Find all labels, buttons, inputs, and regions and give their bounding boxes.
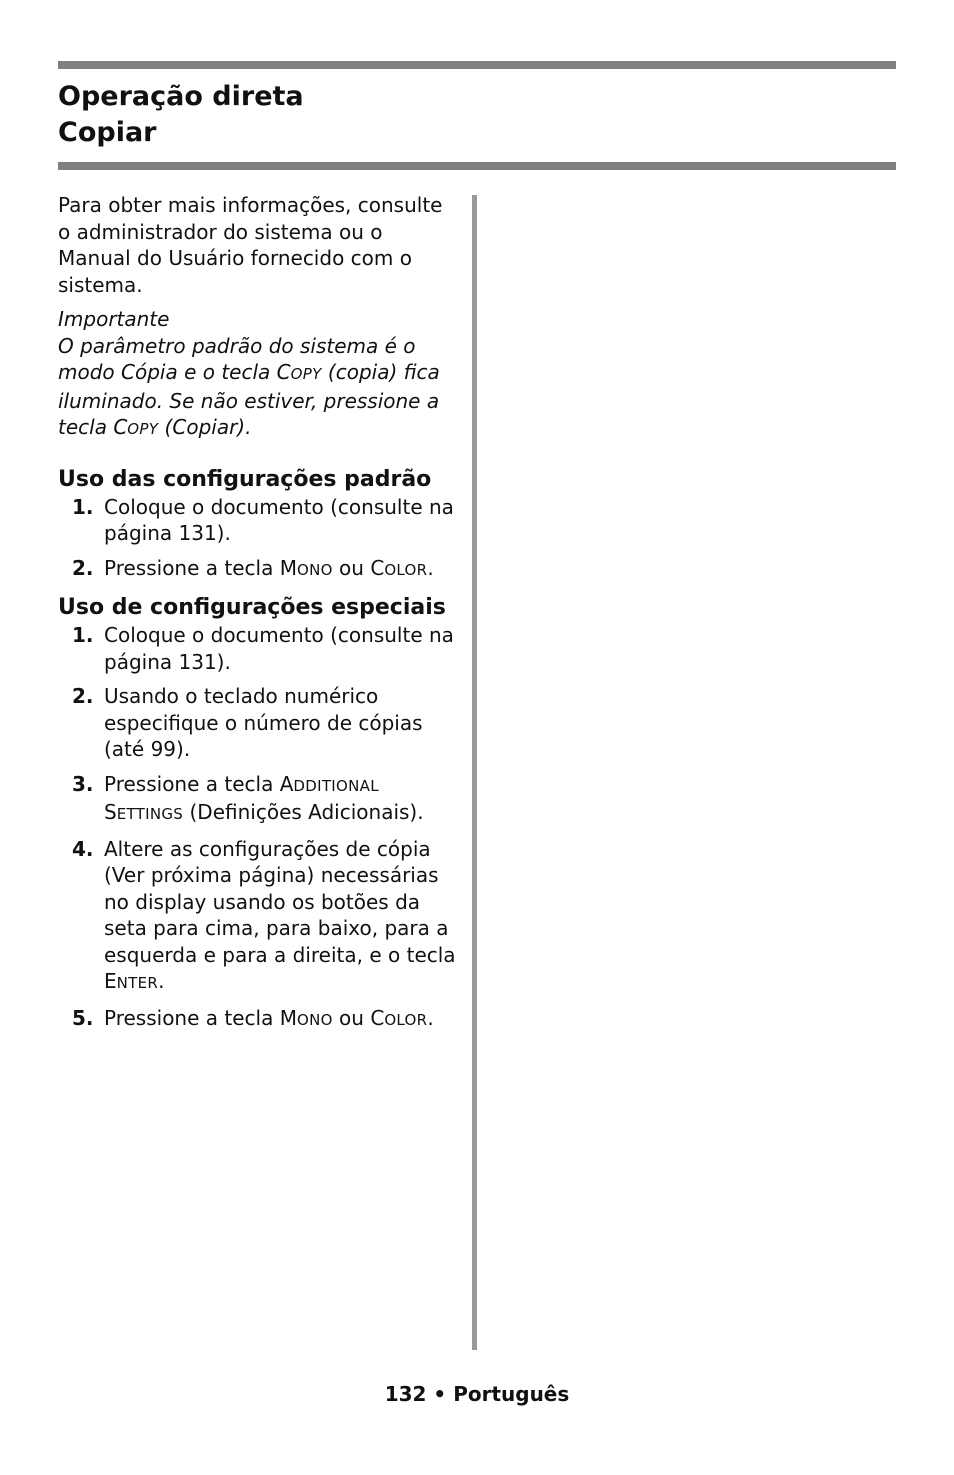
- intro-paragraph: Para obter mais informações, consulte o administrador do sistema ou o Manual do Usuário fornecido com o sistema.: [58, 193, 443, 297]
- step-number: 1.: [72, 623, 94, 647]
- copy-key-name: C: [113, 415, 128, 439]
- list-item: 2. Usando o teclado numérico especifique o número de cópias (até 99).: [72, 684, 423, 761]
- step-number: 3.: [72, 771, 94, 796]
- copy-key-name: C: [276, 360, 291, 384]
- section-heading-default: Uso das configurações padrão: [58, 466, 432, 492]
- step-number: 1.: [72, 494, 94, 519]
- list-item: 5. Pressione a tecla MONO ou COLOR.: [72, 1005, 434, 1030]
- top-rule: [58, 61, 896, 69]
- page-subtitle: Copiar: [58, 117, 157, 148]
- list-item: 1. Coloque o documento (consulte na página 131).: [72, 494, 454, 545]
- default-steps-list: [58, 494, 458, 584]
- list-item: 4. Altere as configurações de cópia (Ver próxima página) necessárias no display usando os botões da seta para cima, para baixo, para a esquerda e para a direita, e o tecla ENTER.: [72, 836, 456, 993]
- list-item: 2. Pressione a tecla MONO ou COLOR.: [72, 555, 434, 580]
- footer-bullet: •: [433, 1382, 447, 1406]
- left-column: [58, 192, 458, 1041]
- section-heading-special: Uso de configurações especiais: [58, 595, 446, 620]
- header-bottom-rule: [58, 162, 896, 170]
- step-number: 2.: [72, 684, 94, 708]
- important-note: [58, 306, 458, 443]
- special-steps-list: [58, 622, 458, 1033]
- step-number: 4.: [72, 836, 94, 861]
- important-label: Importante: [58, 307, 170, 331]
- footer-language: Português: [453, 1382, 570, 1406]
- step-number: 2.: [72, 555, 94, 580]
- list-item: 1. Coloque o documento (consulte na página 131).: [72, 623, 454, 674]
- page-footer: [0, 1381, 954, 1407]
- step-number: 5.: [72, 1005, 94, 1030]
- list-item: 3. Pressione a tecla ADDITIONAL SETTINGS (Definições Adicionais).: [72, 771, 424, 824]
- page-number: 132: [384, 1382, 427, 1406]
- important-text: O parâmetro padrão do sistema é o modo Cópia e o tecla COPY (copia) fica iluminado. Se não estiver, pressione a tecla COPY (Copiar).: [58, 333, 440, 439]
- page-title: Operação direta: [58, 81, 304, 112]
- column-divider: [472, 195, 477, 1350]
